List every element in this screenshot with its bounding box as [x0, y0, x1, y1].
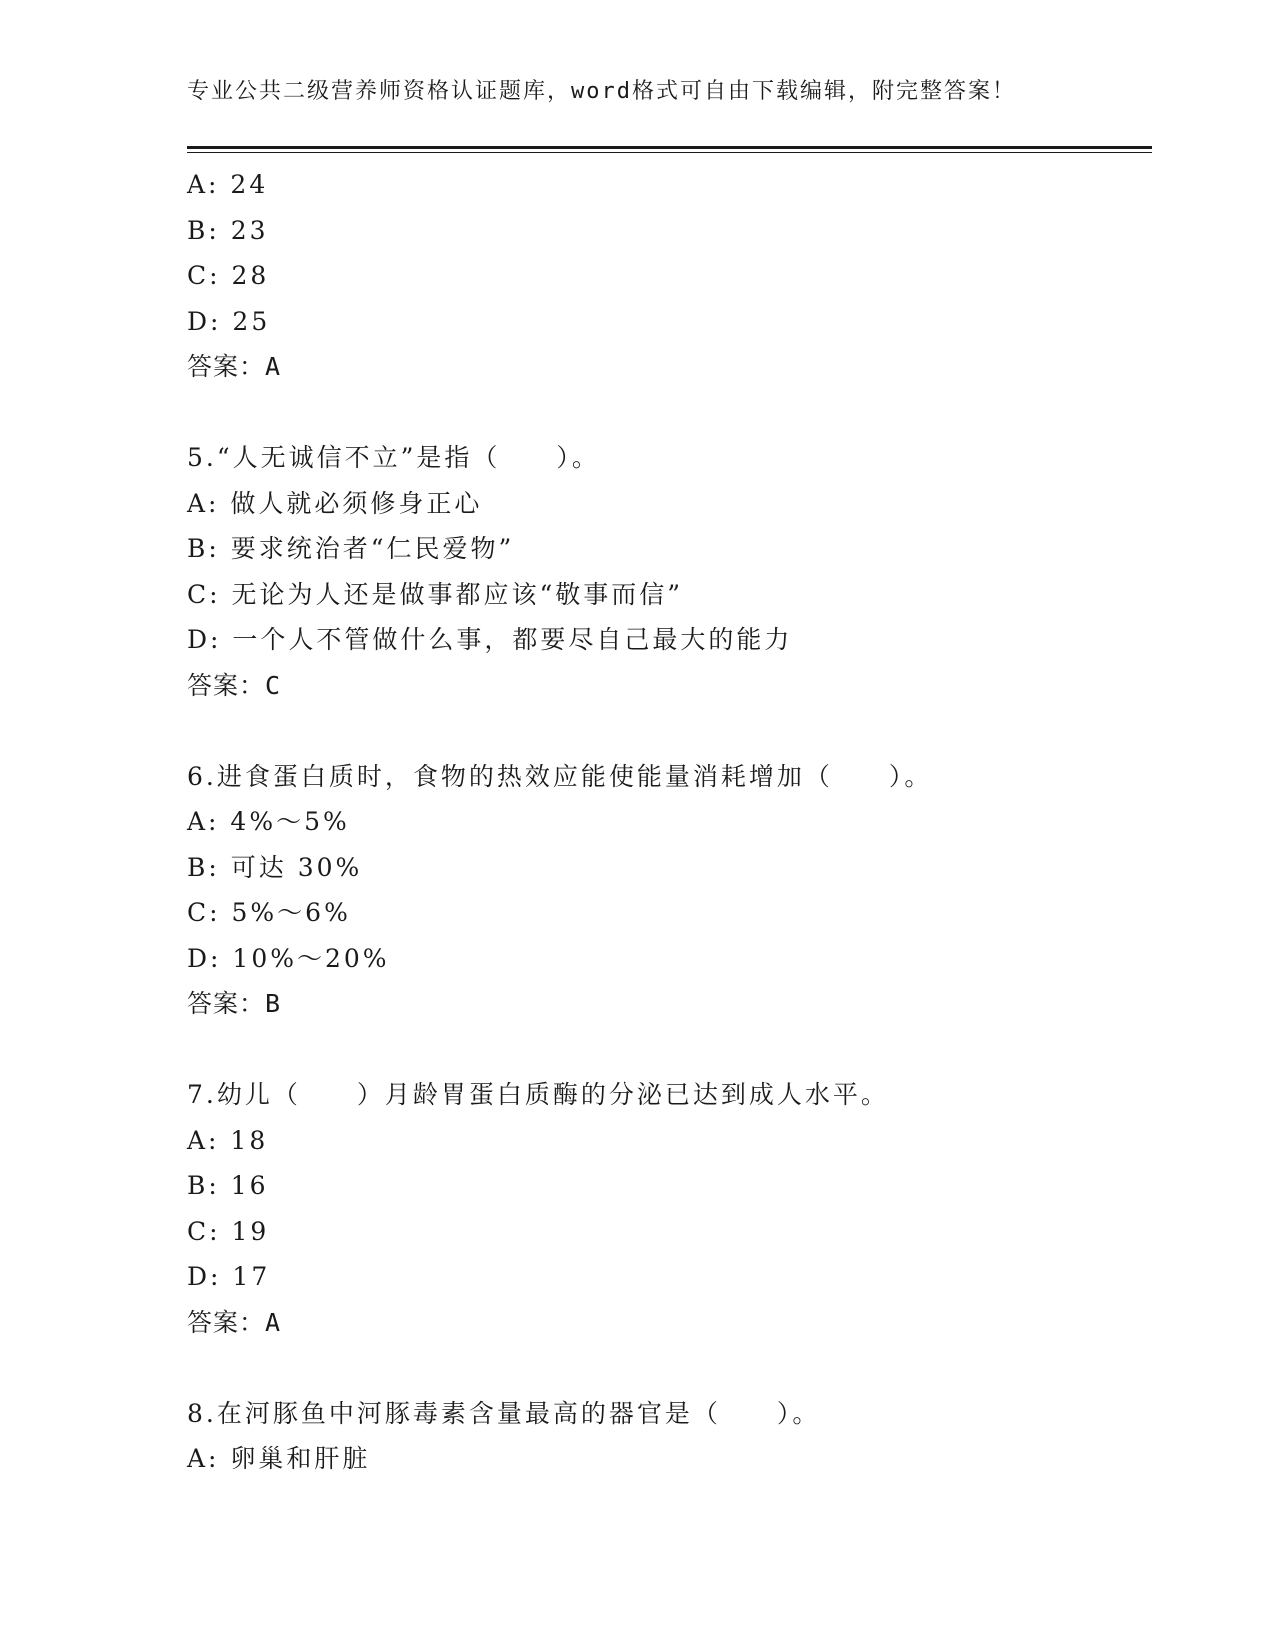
answer [187, 981, 1152, 1027]
spacer [187, 390, 1152, 436]
header-rule-thick [187, 146, 1152, 149]
option-b: B: 可达 30% [187, 852, 363, 882]
answer-value: A [265, 352, 282, 381]
question-stem: 8.在河豚鱼中河豚毒素含量最高的器官是（ ）。 [187, 1398, 821, 1428]
question-5 [187, 435, 1152, 708]
answer-value: A [265, 1307, 282, 1337]
option-a: A: 做人就必须修身正心 [187, 488, 483, 518]
option-d: D: 一个人不管做什么事，都要尽自己最大的能力 [187, 625, 793, 654]
question-stem: 7.幼儿（ ）月龄胃蛋白质酶的分泌已达到成人水平。 [187, 1080, 889, 1109]
option-b: B: 要求统治者“仁民爱物” [187, 534, 515, 563]
option-c: C: 无论为人还是做事都应该“敬事而信” [187, 579, 684, 609]
option-a: A: 18 [187, 1125, 269, 1155]
spacer [187, 1027, 1152, 1073]
option-c: C: 28 [187, 261, 270, 290]
answer-label: 答案： [187, 1307, 266, 1337]
option-d: D: 25 [187, 306, 271, 336]
answer-value: B [265, 989, 282, 1018]
option-a: A: 24 [187, 170, 269, 199]
answer-label: 答案： [187, 670, 266, 700]
option-c: C: 19 [187, 1216, 270, 1246]
question-6 [187, 754, 1152, 1027]
document-header: 专业公共二级营养师资格认证题库，word格式可自由下载编辑，附完整答案！ [187, 79, 1016, 104]
header-rule-thin [187, 152, 1152, 153]
option-a: A: 卵巢和肝脏 [187, 1444, 371, 1473]
option-a: A: 4%～5% [187, 807, 350, 836]
question-4-continued [187, 162, 1152, 390]
option-d: D: 17 [187, 1262, 271, 1291]
answer-label: 答案： [187, 352, 266, 381]
option-b: B: 16 [187, 1171, 269, 1200]
answer [187, 344, 1152, 390]
answer-value: C [265, 670, 282, 700]
question-list [187, 162, 1152, 1482]
spacer [187, 708, 1152, 754]
question-stem: 5.“人无诚信不立”是指（ ）。 [187, 443, 600, 472]
question-8 [187, 1391, 1152, 1482]
spacer [187, 1345, 1152, 1391]
answer [187, 1300, 1152, 1346]
question-stem: 6.进食蛋白质时，食物的热效应能使能量消耗增加（ ）。 [187, 761, 933, 791]
option-b: B: 23 [187, 215, 269, 245]
answer [187, 663, 1152, 709]
option-d: D: 10%～20% [187, 943, 390, 973]
answer-label: 答案： [187, 989, 266, 1018]
option-c: C: 5%～6% [187, 898, 351, 927]
question-7 [187, 1072, 1152, 1345]
